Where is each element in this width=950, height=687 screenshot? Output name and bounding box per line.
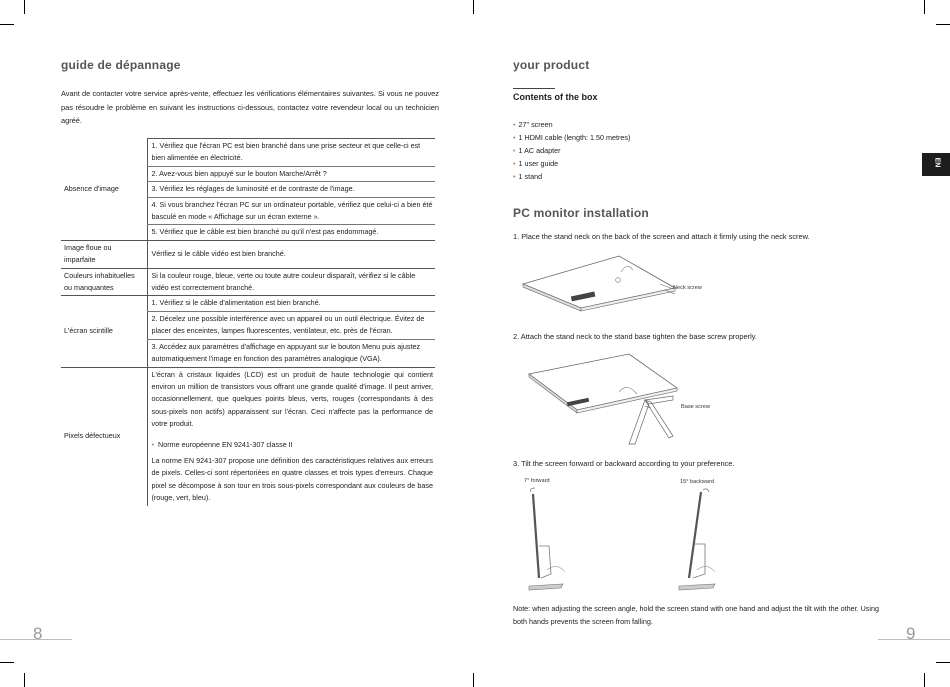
solution-cell: 5. Vérifiez que le câble est bien branché ou qu'il n'est pas endommagé.: [147, 225, 435, 240]
monitor-neck-illustration: [515, 250, 715, 310]
problem-cell: Absence d'image: [61, 139, 147, 241]
page-number: 9: [906, 624, 916, 643]
problem-cell: L'écran scintille: [61, 296, 147, 367]
page-title: your product: [513, 58, 590, 72]
section-rule: [513, 88, 555, 89]
solution-cell: 3. Vérifiez les réglages de luminosité et de contraste de l'image.: [147, 182, 435, 197]
pixel-defect-text: L'écran à cristaux liquides (LCD) est un produit de haute technologie qui contient environ un million de transistors vous offrant une grande qualité d'image. Il peut arriver, occasionnellement, que quelques points bleus, verts, rouges (correspondants à des sous-pixels non actifs) apparaissent sur l'écran. Ceci n'affecte pas la performance de votre produit.: [151, 369, 433, 429]
neck-screw-label: Neck screw: [673, 285, 702, 291]
base-screw-label: Base screw: [681, 404, 710, 410]
list-item: • 27" screen: [513, 118, 630, 131]
solution-cell: 4. Si vous branchez l'écran PC sur un ordinateur portable, vérifiez que celui-ci a bien été basculé en mode « Affichage sur un écran externe ».: [147, 197, 435, 225]
language-tab-label: EN: [933, 157, 941, 168]
monitor-base-illustration: [527, 352, 697, 452]
list-item: • 1 AC adapter: [513, 144, 630, 157]
problem-cell: Pixels défectueux: [64, 431, 121, 441]
note-paragraph: Note: when adjusting the screen angle, hold the screen stand with one hand and adjust the tilt with the other. Using both hands prevents the screen from falling.: [513, 604, 879, 627]
solution-cell: 2. Avez-vous bien appuyé sur le bouton Marche/Arrêt ?: [147, 166, 435, 181]
norm-text: La norme EN 9241-307 propose une définition des caractéristiques relatives aux erreurs de pixels. Celles-ci sont répertoriées en quatre classes et trois types d'erreurs. Chaque pixel se décompose à son tour en trois sous-pixels correspondant aux couleurs de base (rouge, vert, bleu).: [151, 455, 433, 503]
install-title: PC monitor installation: [513, 206, 649, 220]
solution-cell: 3. Accédez aux paramètres d'affichage en appuyant sur le bouton Menu puis ajustez automatiquement l'image en fonction des paramètres analogique (VGA).: [147, 339, 435, 367]
language-tab: [922, 153, 950, 176]
right-page: [475, 0, 950, 687]
intro-paragraph: Avant de contacter votre service après-vente, effectuez les vérifications élémentaires suivantes. Si vous ne pouvez pas résoudre le problème en suivant les instructions ci-dessous, contactez votre revendeur local ou un technicien agréé.: [61, 89, 439, 126]
step-1-text: 1. Place the stand neck on the back of the screen and attach it firmly using the neck screw.: [513, 232, 810, 241]
tilt-forward-illustration: [527, 486, 575, 590]
solution-cell: 1. Vérifiez que l'écran PC est bien branché dans une prise secteur et que celle-ci est bien alimentée en électricité.: [147, 139, 435, 167]
step-2-text: 2. Attach the stand neck to the stand base tighten the base screw properly.: [513, 332, 757, 341]
page-number: 8: [33, 624, 43, 643]
problem-cell: Image floue ou imparfaite: [61, 240, 147, 268]
norm-heading-line: [152, 439, 434, 451]
page-title: guide de dépannage: [61, 58, 181, 72]
solution-cell: Vérifiez si le câble vidéo est bien branché.: [147, 240, 435, 268]
tilt-backward-label: 15° backward: [680, 479, 714, 485]
solution-cell: 1. Vérifiez si le câble d'alimentation est bien branché.: [147, 296, 435, 311]
troubleshooting-table: [61, 138, 435, 506]
norm-heading: Norme européenne EN 9241-307 classe II: [158, 439, 293, 449]
problem-cell: Couleurs inhabituelles ou manquantes: [61, 268, 147, 296]
tilt-forward-label: 7° forward: [524, 478, 550, 484]
solution-cell: Si la couleur rouge, bleue, verte ou toute autre couleur disparaît, vérifiez si le câble vidéo est correctement branché.: [147, 268, 435, 296]
contents-list: [513, 118, 630, 183]
pixel-defect-cell: [147, 367, 435, 506]
solution-cell: 2. Décelez une possible interférence avec un appareil ou un outil électrique. Évitez de placer des enceintes, lampes fluorescentes, ventilateur, etc. près de l'écran.: [147, 311, 435, 339]
contents-title: Contents of the box: [513, 92, 598, 102]
list-item: • 1 user guide: [513, 157, 630, 170]
list-item: • 1 HDMI cable (length: 1.50 metres): [513, 131, 630, 144]
step-3-text: 3. Tilt the screen forward or backward according to your preference.: [513, 459, 735, 468]
list-item: • 1 stand: [513, 170, 630, 183]
bullet-icon: •: [151, 439, 155, 449]
tilt-backward-illustration: [675, 486, 727, 590]
